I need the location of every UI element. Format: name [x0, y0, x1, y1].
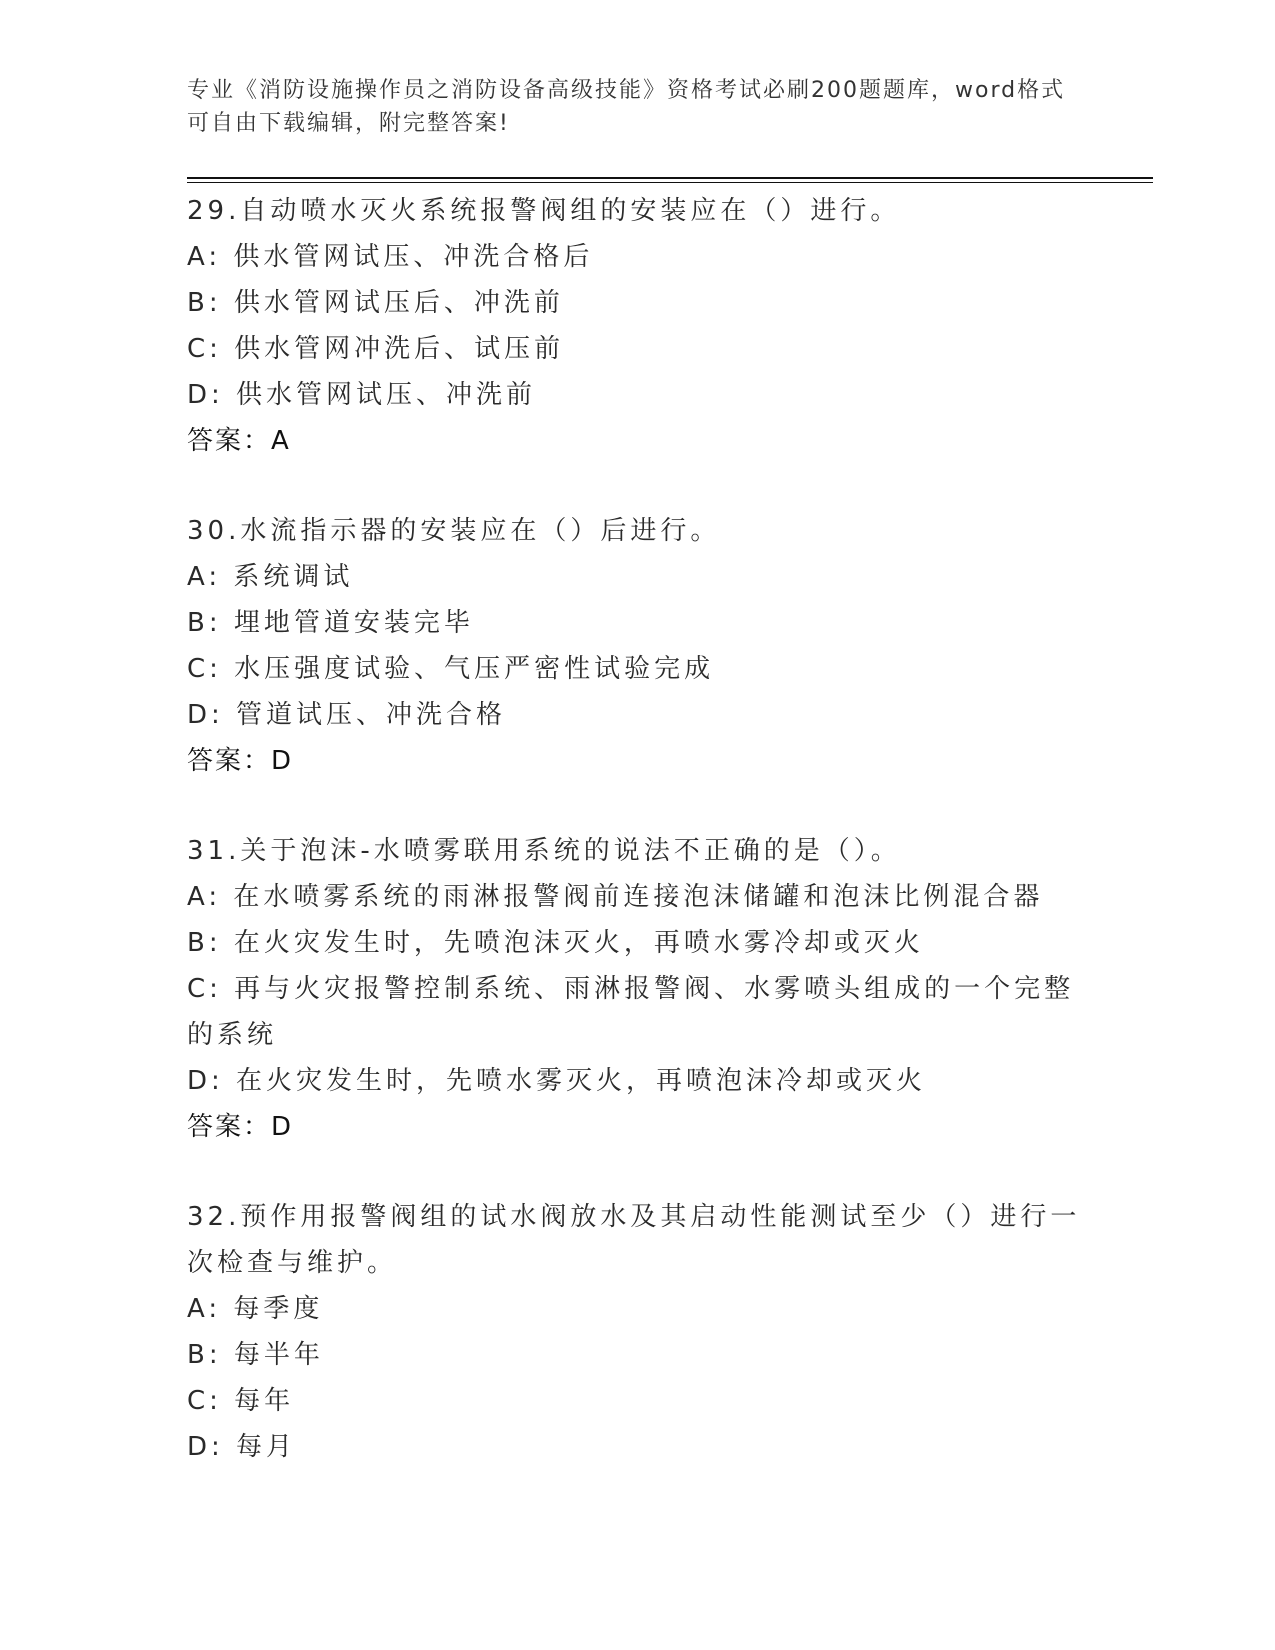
option-b: B: 每半年 — [187, 1340, 324, 1370]
option-d: D: 每月 — [187, 1432, 297, 1462]
answer-line: 答案：A — [187, 426, 291, 456]
question-31 — [187, 828, 1087, 1150]
answer-line: 答案：D — [187, 1112, 294, 1142]
question-stem: 32.预作用报警阀组的试水阀放水及其启动性能测试至少（）进行一次检查与维护。 — [187, 1202, 1081, 1278]
question-spacer — [187, 1150, 1087, 1194]
option-c: C: 每年 — [187, 1386, 295, 1416]
option-c: C: 再与火灾报警控制系统、雨淋报警阀、水雾喷头组成的一个完整的系统 — [187, 974, 1075, 1050]
question-stem: 29.自动喷水灭火系统报警阀组的安装应在（）进行。 — [187, 196, 901, 226]
option-d: D: 在火灾发生时，先喷水雾灭火，再喷泡沫冷却或灭火 — [187, 1066, 927, 1096]
header-divider — [187, 177, 1153, 183]
document-header: 专业《消防设施操作员之消防设备高级技能》资格考试必刷200题题库，word格式可自由下载编辑，附完整答案! — [187, 78, 1066, 136]
option-a: A: 在水喷雾系统的雨淋报警阀前连接泡沫储罐和泡沫比例混合器 — [187, 882, 1044, 912]
option-c: C: 供水管网冲洗后、试压前 — [187, 334, 565, 364]
option-c: C: 水压强度试验、气压严密性试验完成 — [187, 654, 715, 684]
option-a: A: 每季度 — [187, 1294, 324, 1324]
option-a: A: 系统调试 — [187, 562, 354, 592]
option-b: B: 埋地管道安装完毕 — [187, 608, 474, 638]
question-29 — [187, 188, 1087, 464]
question-30 — [187, 508, 1087, 784]
option-d: D: 供水管网试压、冲洗前 — [187, 380, 537, 410]
question-stem: 30.水流指示器的安装应在（）后进行。 — [187, 516, 721, 546]
question-spacer — [187, 464, 1087, 508]
answer-line: 答案：D — [187, 746, 294, 776]
option-d: D: 管道试压、冲洗合格 — [187, 700, 507, 730]
option-a: A: 供水管网试压、冲洗合格后 — [187, 242, 594, 272]
question-32 — [187, 1194, 1087, 1470]
question-spacer — [187, 784, 1087, 828]
question-stem: 31.关于泡沫-水喷雾联用系统的说法不正确的是（）。 — [187, 836, 901, 866]
option-b: B: 在火灾发生时，先喷泡沫灭火，再喷水雾冷却或灭火 — [187, 928, 924, 958]
question-list — [187, 188, 1087, 1470]
option-b: B: 供水管网试压后、冲洗前 — [187, 288, 564, 318]
